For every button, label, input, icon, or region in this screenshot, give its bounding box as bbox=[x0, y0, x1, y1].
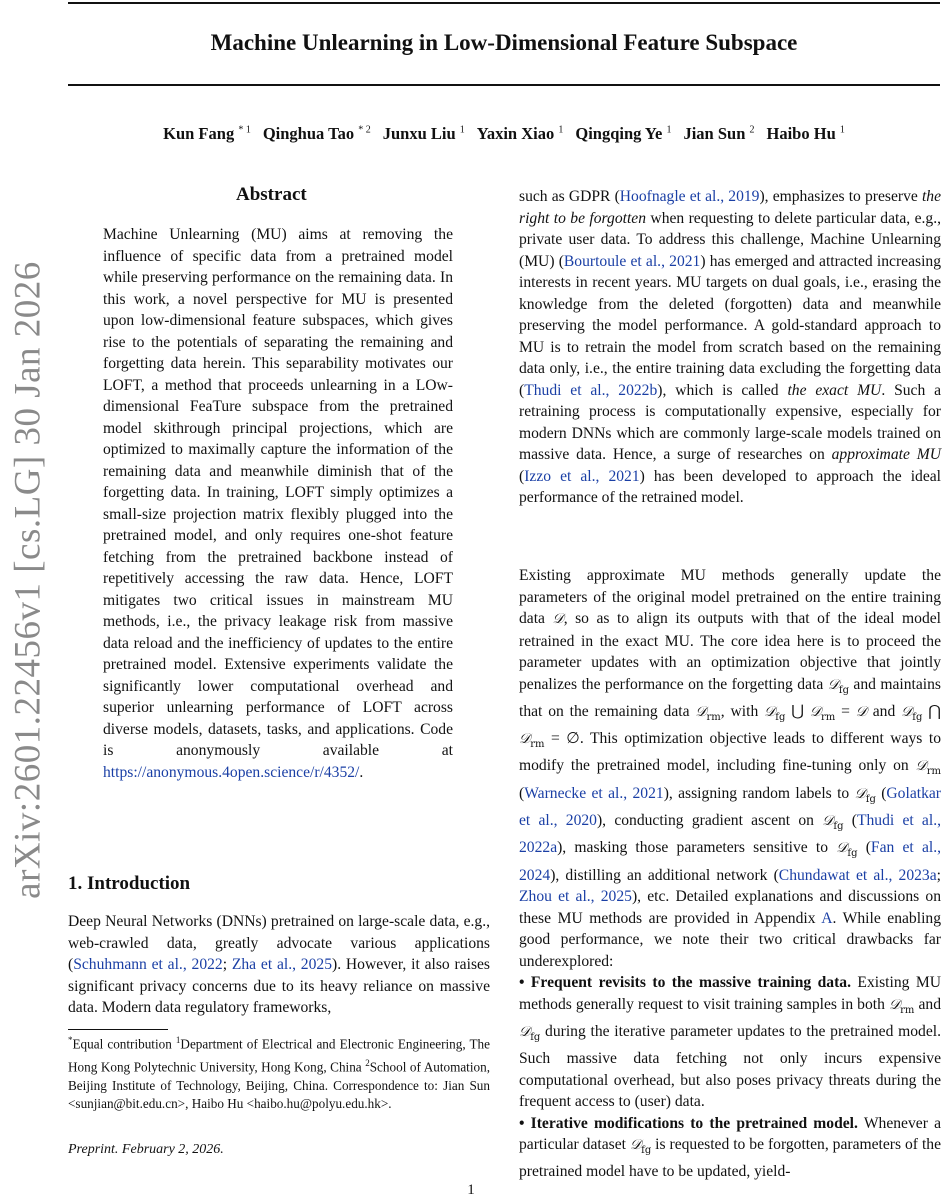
author-name: Yaxin Xiao $^1$ bbox=[476, 124, 564, 143]
math-symbol: 𝒟$_{fg}$ bbox=[827, 676, 849, 696]
math-symbol: 𝒟$_{fg}$ bbox=[822, 812, 844, 832]
intro-paragraph bbox=[68, 911, 490, 1019]
abstract-text: Machine Unlearning (MU) aims at removing the influence of specific data from a pretrained model while preserving performance on the remaining data. In this work, a novel perspective for MU is presented upon low-dimensional feature subspaces, which gives rise to the potentials of separating the remaining and forgetting data herein. This separability motivates our LOFT, a method that proceeds unlearning in a LOw-dimensional FeaTure subspace from the pretrained model skithrough principal projections, which are optimized to maximally capture the information of the remaining data and meanwhile diminish that of the forgetting data. In training, LOFT simply optimizes a small-size projection matrix flexibly plugged into the pretrained model, and only requires one-shot feature fetching from the pretrained backbone instead of repetitively accessing the raw data. Hence, LOFT mitigates two critical issues in mainstream MU methods, i.e., the privacy leakage risk from massive data reload and the inefficiency of updates to the entire pretrained model. Extensive experiments validate the significantly lower computational overhead and superior unlearning performance of LOFT across diverse models, datasets, tasks, and applications. Code is anonymously available at bbox=[103, 226, 453, 759]
bold-lead: • Iterative modifications to the pretrained model. bbox=[519, 1114, 858, 1132]
paper-title: Machine Unlearning in Low-Dimensional Feature Subspace bbox=[210, 30, 798, 55]
math-symbol: 𝒟$_{rm}$ bbox=[519, 731, 545, 750]
math-symbol: 𝒟 bbox=[552, 611, 564, 627]
citation-link[interactable]: Hoofnagle et al., 2019 bbox=[619, 188, 760, 205]
intro-text: ). However, it also raises significant privacy concerns due to its heavy reliance on massive data. Modern data regulatory frameworks, bbox=[68, 956, 490, 1016]
page-number: 1 bbox=[467, 1182, 475, 1198]
math-symbol: 𝒟$_{fg}$ bbox=[629, 1137, 652, 1156]
paragraph-drawback-2: • Iterative modifications to the pretrained model. Whenever a particular dataset 𝒟$_{fg}$ is requested to be forgotten, parameters of the pretrained model have to be updated, yield- bbox=[519, 1114, 941, 1181]
math-symbol: 𝒟$_{fg}$ bbox=[519, 1023, 541, 1043]
citation-link[interactable]: A bbox=[821, 909, 833, 927]
author-name: Jian Sun $^2$ bbox=[683, 124, 755, 143]
author-name: Qingqing Ye $^1$ bbox=[575, 124, 672, 143]
title-top-rule bbox=[68, 2, 940, 4]
citation-link[interactable]: Thudi et al., 2022a bbox=[519, 811, 941, 857]
abstract-end: . bbox=[359, 763, 364, 781]
arxiv-side-stamp bbox=[0, 0, 58, 1200]
footnote: *Equal contribution $^1$Department of Electrical and Electronic Engineering, The Hong Kong Polytechnic University, Hong Kong, China $^2$School of Automation, Beijing Institute of Technology, Beijing, China. Correspondence to: Jian Sun <sunjian@bit.edu.cn>, Haibo Hu <haibo.hu@polyu.edu.hk>. bbox=[68, 1035, 490, 1112]
footnote-equal: Equal contribution bbox=[72, 1036, 176, 1052]
citation-link[interactable]: Fan et al., 2024 bbox=[519, 839, 941, 884]
italic-term: approximate MU bbox=[831, 446, 941, 463]
citation-link[interactable]: Bourtoule et al., 2021 bbox=[563, 252, 701, 270]
citation-link[interactable]: Thudi et al., 2022b bbox=[524, 381, 658, 399]
code-link[interactable]: https://anonymous.4open.science/r/4352/ bbox=[103, 763, 360, 781]
math-symbol: 𝒟$_{rm}$ bbox=[695, 703, 721, 723]
math-symbol: 𝒟$_{fg}$ bbox=[836, 840, 858, 860]
author-name: Haibo Hu $^1$ bbox=[766, 124, 845, 143]
author-list bbox=[68, 124, 940, 144]
italic-term: the right to be forgotten bbox=[519, 188, 941, 227]
paragraph-existing-methods: Existing approximate MU methods generally update the parameters of the original model pretrained on the entire training data 𝒟, so as to align its outputs with that of the ideal model retrained in the exact MU. The core idea here is to proceed the parameter updates with an optimization objective that jointly penalizes the performance on the forgetting data 𝒟$_{fg}$ and maintains that on the remaining data 𝒟$_{rm}$, with 𝒟$_{fg}$ ⋃ 𝒟$_{rm}$ = 𝒟 and 𝒟$_{fg}$ ⋂ 𝒟$_{rm}$ = ∅. This optimization objective leads to different ways to modify the pretrained model, including fine-tuning only on 𝒟$_{rm}$ (Warnecke et al., 2021), assigning random labels to 𝒟$_{fg}$ (Golatkar et al., 2020), conducting gradient ascent on 𝒟$_{fg}$ (Thudi et al., 2022a), masking those parameters sensitive to 𝒟$_{fg}$ (Fan et al., 2024), distilling an additional network (Chundawat et al., 2023a; Zhou et al., 2025), etc. Detailed explanations and discussions on these MU methods are provided in Appendix A. While enabling good performance, we note their two critical drawbacks far underexplored: bbox=[519, 567, 942, 970]
author-name: Junxu Liu $^1$ bbox=[382, 124, 465, 143]
citation-link[interactable]: Zhou et al., 2025 bbox=[519, 888, 632, 906]
citation-link[interactable]: Warnecke et al., 2021 bbox=[524, 784, 664, 802]
math-symbol: 𝒟$_{rm}$ bbox=[888, 996, 915, 1016]
right-paragraph-1: such as GDPR (Hoofnagle et al., 2019), emphasizes to preserve the right to be forgotten when requesting to delete particular data, e.g., private user data. To address this challenge, Machine Unlearning (MU) (Bourtoule et al., 2021) has emerged and attracted increasing interests in recent years. MU targets on dual goals, i.e., erasing the knowledge from the deleted (forgotten) data and meanwhile preserving the model performance. A gold-standard approach to MU is to retrain the model from scratch based on the remaining data only, i.e., the entire training data excluding the forgetting data (Thudi et al., 2022b), which is called the exact MU. Such a retraining process is computationally expensive, especially for modern DNNs which are commonly large-scale models trained on massive data. Hence, a surge of researches on approximate MU (Izzo et al., 2021) has been developed to approach the ideal performance of the retrained model. bbox=[519, 188, 942, 506]
citation-link[interactable]: Izzo et al., 2021 bbox=[524, 467, 640, 485]
intro-sep: ; bbox=[222, 956, 232, 973]
author-name: Qinghua Tao $^{* 2}$ bbox=[262, 124, 371, 143]
footnote-affiliation-1: Department of Electrical and Electronic Engineering, The Hong Kong Polytechnic University, Hong Kong, China bbox=[68, 1036, 490, 1075]
math-symbol: 𝒟$_{rm}$ bbox=[809, 703, 836, 723]
citation-link[interactable]: Chundawat et al., 2023a bbox=[778, 866, 937, 884]
citation-link[interactable]: Zha et al., 2025 bbox=[231, 956, 332, 973]
arxiv-id: arXiv:2601.22456v1 [cs.LG] 30 Jan 2026 bbox=[7, 261, 49, 899]
bold-lead: • Frequent revisits to the massive training data. bbox=[519, 974, 851, 992]
right-paragraph-2 bbox=[519, 565, 941, 1183]
preprint-note: Preprint. February 2, 2026. bbox=[68, 1142, 224, 1157]
citation-link[interactable]: Schuhmann et al., 2022 bbox=[73, 956, 223, 973]
math-symbol: 𝒟$_{fg}$ bbox=[901, 703, 923, 723]
section-heading-introduction: 1. Introduction bbox=[68, 873, 191, 894]
citation-link[interactable]: Golatkar et al., 2020 bbox=[519, 784, 941, 829]
footnote-affiliation-2: School of Automation, Beijing Institute of Technology, Beijing, China. Correspondence to: Jian Sun <sunjian@bit.edu.cn>, Haibo Hu <haibo.hu@polyu.edu.hk>. bbox=[68, 1059, 490, 1112]
footnote-rule bbox=[68, 1029, 168, 1030]
math-symbol: 𝒟$_{fg}$ bbox=[764, 703, 786, 723]
intro-text: Deep Neural Networks (DNNs) pretrained on large-scale data, e.g., web-crawled data, greatly advocate various applications ( bbox=[68, 913, 490, 973]
title-bottom-rule bbox=[68, 84, 940, 86]
author-name: Kun Fang $^{* 1}$ bbox=[163, 124, 251, 143]
italic-term: the exact MU bbox=[787, 381, 882, 399]
math-symbol: 𝒟 bbox=[855, 703, 867, 720]
math-symbol: 𝒟$_{fg}$ bbox=[854, 785, 876, 805]
paragraph-drawback-1: • Frequent revisits to the massive training data. Existing MU methods generally request to visit training samples in both 𝒟$_{rm}$ and 𝒟$_{fg}$ during the iterative parameter updates to the pretrained model. Such massive data fetching not only incurs expensive computational overhead, but also poses privacy threats during the frequent access to (user) data. bbox=[519, 974, 941, 1111]
abstract-body bbox=[103, 224, 453, 783]
math-symbol: 𝒟$_{rm}$ bbox=[915, 758, 941, 778]
abstract-heading: Abstract bbox=[236, 184, 307, 205]
